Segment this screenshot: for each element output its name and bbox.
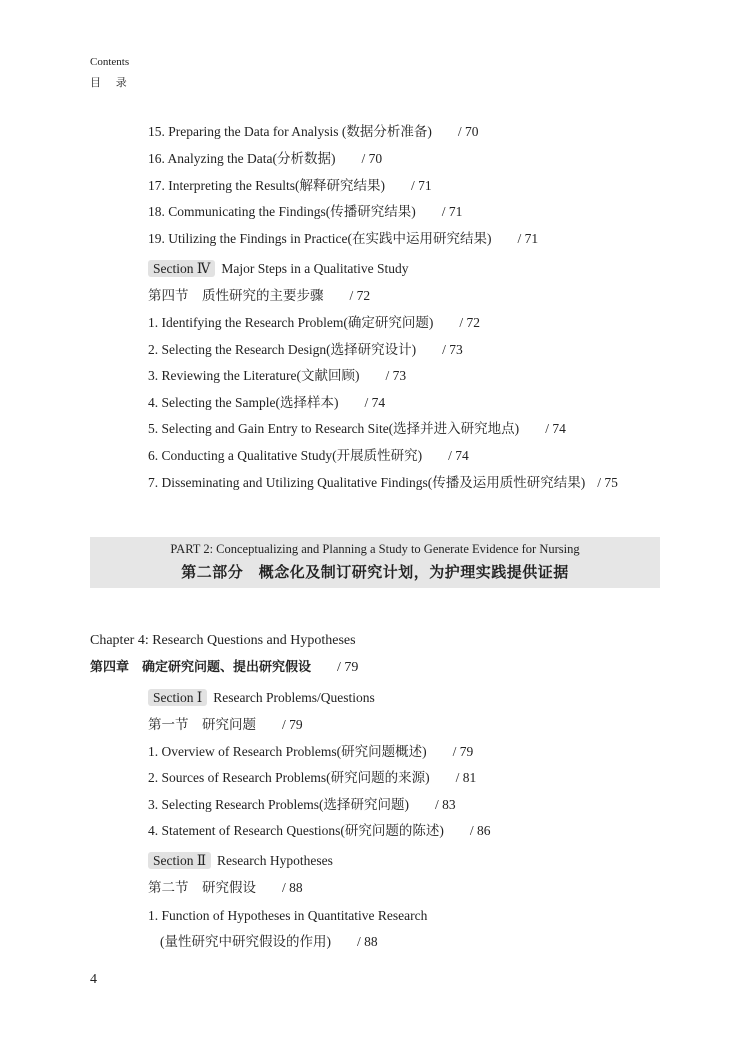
section-tag: Section Ⅰ [148,689,207,706]
toc-entry[interactable] [148,177,432,195]
entry-page: / 70 [457,124,479,139]
entry-page: / 75 [597,475,618,490]
entry-page: / 72 [349,288,371,303]
running-header-en: Contents [90,56,130,68]
entry-page: / 79 [337,660,359,675]
entry-page: / 74 [448,448,469,463]
section-cn-heading[interactable] [148,287,370,305]
section-tag: Section Ⅱ [148,852,211,869]
entry-page: / 74 [364,395,386,410]
entry-page: / 83 [434,797,456,812]
part-title-en: PART 2: Conceptualizing and Planning a Study to Generate Evidence for Nursing [170,542,580,556]
section-title: Research Hypotheses [217,853,333,868]
toc-entry[interactable] [148,743,473,761]
chapter-cn-heading[interactable] [90,659,358,677]
entry-title: 5. Selecting and Gain Entry to Research Site(选择并进入研究地点) [148,421,520,436]
entry-page: / 81 [455,770,477,785]
entry-page: / 88 [282,880,303,895]
entry-title: 3. Reviewing the Literature(文献回顾) [148,368,360,383]
entry-title: 6. Conducting a Qualitative Study(开展质性研究) [148,448,423,463]
entry-title: 16. Analyzing the Data(分析数据) [148,151,336,166]
part-banner[interactable] [90,537,660,588]
section-cn-heading[interactable] [148,879,303,897]
entry-page: / 79 [282,717,303,732]
toc-entry[interactable] [148,822,490,840]
toc-entry-continued[interactable] [160,933,378,951]
entry-title: 1. Overview of Research Problems(研究问题概述) [148,744,427,759]
entry-title: 19. Utilizing the Findings in Practice(在实践中运用研究结果) [148,231,492,246]
part-title-cn: 第二部分 概念化及制订研究计划，为护理实践提供证据 [181,563,569,581]
entry-title: 4. Statement of Research Questions(研究问题的陈述) [148,823,444,838]
running-header-cn: 目 录 [90,77,133,89]
entry-title: 3. Selecting Research Problems(选择研究问题) [148,797,409,812]
section-cn-title: 第一节 研究问题 [148,717,256,732]
section-heading[interactable] [148,260,408,278]
entry-title: 2. Sources of Research Problems(研究问题的来源) [148,770,430,785]
toc-entry[interactable] [148,769,476,787]
page-number: 4 [90,972,97,987]
chapter-title-cn: 第四章 确定研究问题、提出研究假设 [90,660,312,675]
toc-entry[interactable] [148,150,382,168]
section-title: Major Steps in a Qualitative Study [221,261,409,276]
entry-title: 1. Identifying the Research Problem(确定研究问题) [148,315,434,330]
toc-entry[interactable] [148,394,385,412]
section-heading[interactable] [148,689,375,707]
chapter-title-en[interactable]: Chapter 4: Research Questions and Hypotheses [90,633,356,648]
entry-page: / 71 [441,204,463,219]
section-cn-heading[interactable] [148,716,303,734]
section-tag: Section Ⅳ [148,260,215,277]
entry-title: 18. Communicating the Findings(传播研究结果) [148,204,416,219]
entry-title: 17. Interpreting the Results(解释研究结果) [148,178,385,193]
toc-entry[interactable] [148,420,566,438]
toc-entry[interactable] [148,474,618,492]
entry-page: / 70 [361,151,383,166]
toc-entry[interactable] [148,341,463,359]
entry-page: / 79 [452,744,474,759]
entry-page: / 74 [545,421,566,436]
entry-page: / 71 [517,231,539,246]
entry-title-cn: (量性研究中研究假设的作用) [160,934,331,949]
entry-title: 7. Disseminating and Utilizing Qualitative Findings(传播及运用质性研究结果) [148,475,586,490]
entry-title: 15. Preparing the Data for Analysis (数据分析准备) [148,124,432,139]
toc-entry[interactable] [148,907,427,925]
toc-entry[interactable] [148,796,456,814]
toc-entry[interactable] [148,230,538,248]
toc-entry[interactable] [148,203,462,221]
section-title: Research Problems/Questions [213,690,375,705]
toc-entry[interactable] [148,123,478,141]
toc-entry[interactable] [148,447,469,465]
section-heading[interactable] [148,852,333,870]
entry-page: / 73 [442,342,463,357]
entry-title: 4. Selecting the Sample(选择样本) [148,395,339,410]
entry-title: 2. Selecting the Research Design(选择研究设计) [148,342,417,357]
entry-page: / 86 [469,823,491,838]
entry-page: / 71 [410,178,432,193]
section-cn-title: 第二节 研究假设 [148,880,256,895]
entry-title: 1. Function of Hypotheses in Quantitative Research [148,908,428,923]
entry-page: / 72 [459,315,480,330]
entry-page: / 73 [385,368,407,383]
toc-entry[interactable] [148,314,480,332]
entry-page: / 88 [357,934,378,949]
toc-entry[interactable] [148,367,406,385]
section-cn-title: 第四节 质性研究的主要步骤 [148,288,324,303]
